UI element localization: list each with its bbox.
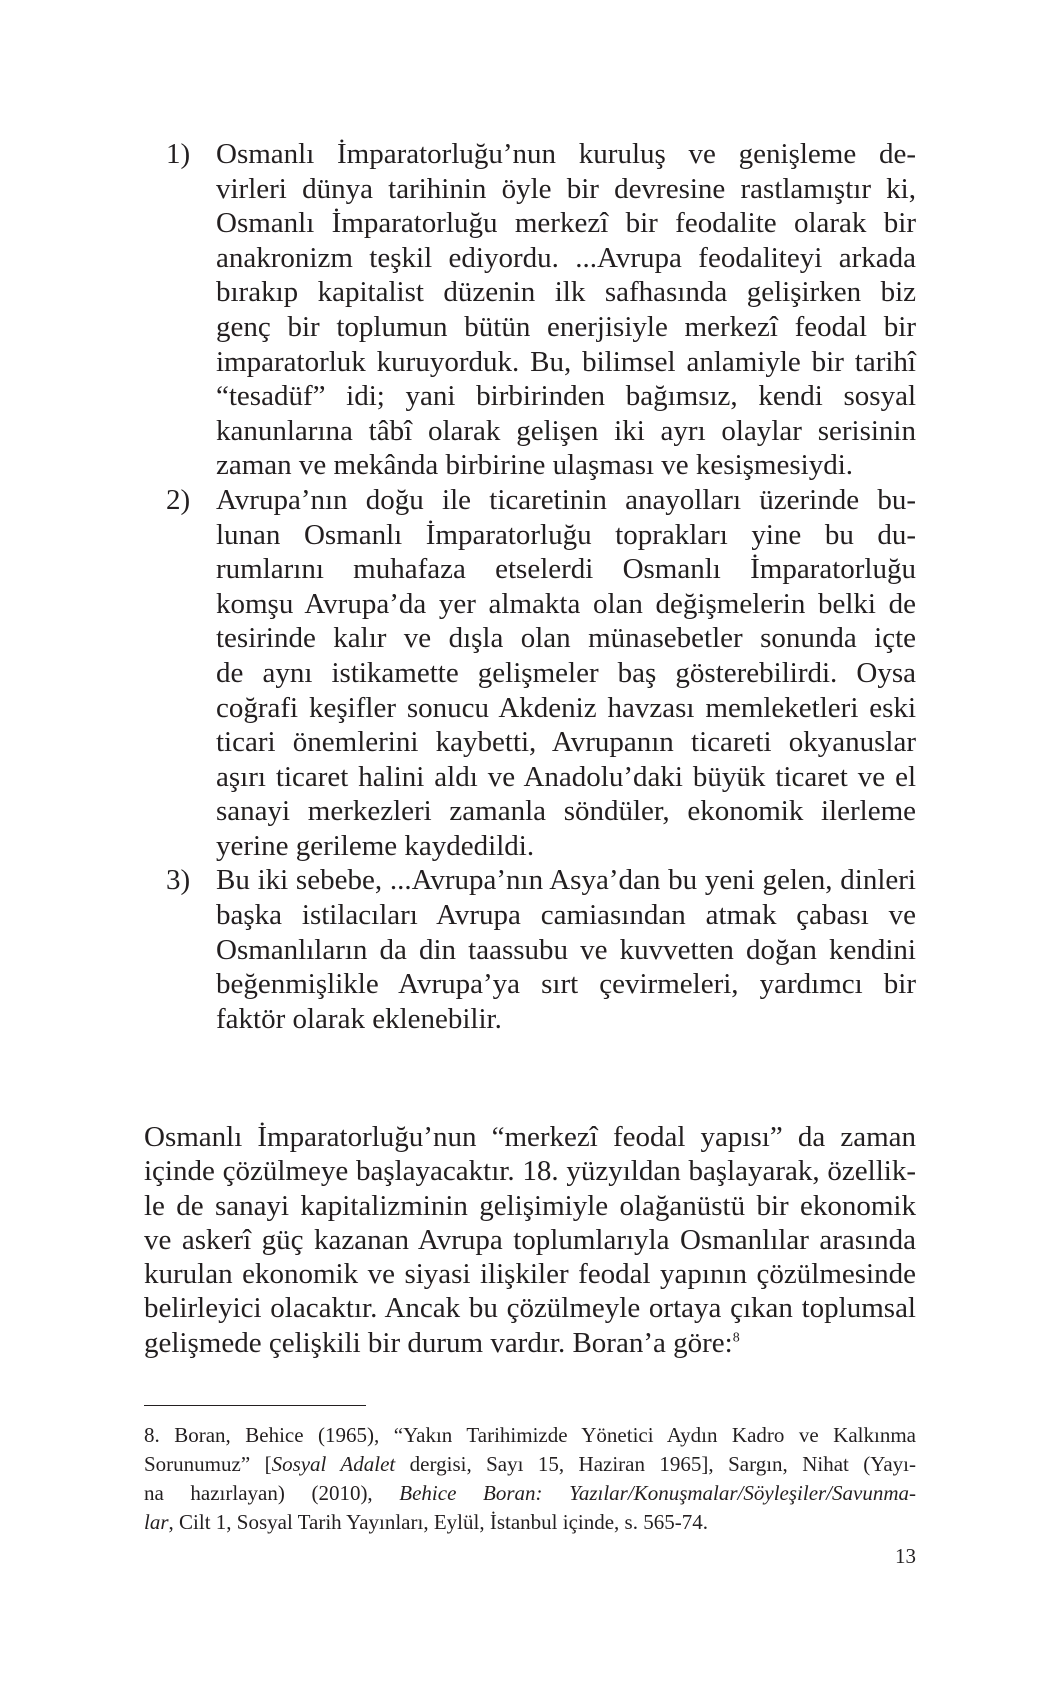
text-line: zaman ve mekânda birbirine ulaşması ve kesişmesiydi.: [216, 449, 854, 482]
footnote-line: [144, 1479, 916, 1508]
text-line: [144, 1326, 916, 1360]
footnote-text: na hazırlayan) (2010),: [144, 1481, 400, 1505]
numbered-list: [166, 137, 916, 1036]
text-line: komşu Avrupa’da yer almakta olan değişmelerin belki de: [216, 587, 916, 620]
last-line-text: gelişmede çelişkili bir durum vardır. Boran’a göre:: [144, 1326, 733, 1359]
text-line: Avrupa’nın doğu ile ticaretinin anayolları üzerinde bu-: [216, 483, 916, 516]
text-line: Bu iki sebebe, ...Avrupa’nın Asya’dan bu yeni gelen, dinleri: [216, 864, 916, 897]
text-line: içinde çözülmeye başlayacaktır. 18. yüzyıldan başlayarak, özellik-: [144, 1155, 916, 1188]
list-number: 2): [166, 483, 191, 516]
text-line: Osmanlı İmparatorluğu’nun “merkezî feodal yapısı” da zaman: [144, 1121, 916, 1153]
page-number: 13: [895, 1544, 916, 1568]
footnote-title-italic: Behice Boran: Yazılar/Konuşmalar/Söyleşiler/Savunma-: [399, 1481, 916, 1505]
text-line: le de sanayi kapitalizminin gelişimiyle olağanüstü bir ekonomik: [144, 1189, 916, 1222]
text-line: kurulan ekonomik ve siyasi ilişkiler feodal yapının çözülmesinde: [144, 1258, 916, 1291]
footnote-line: 8. Boran, Behice (1965), “Yakın Tarihimizde Yönetici Aydın Kadro ve Kalkınma: [144, 1423, 916, 1447]
text-line: imparatorluk kuruyorduk. Bu, bilimsel anlamiyle bir tarihî: [216, 345, 916, 378]
text-line: rumlarını muhafaza etselerdi Osmanlı İmparatorluğu: [216, 553, 916, 586]
text-line: beğenmişlikle Avrupa’ya sırt çevirmeleri, yardımcı bir: [216, 968, 916, 1001]
text-line: anakronizm teşkil ediyordu. ...Avrupa feodaliteyi arkada: [216, 241, 916, 274]
text-line: Osmanlıların da din taassubu ve kuvvetten doğan kendini: [216, 933, 916, 966]
footnote-text: , Cilt 1, Sosyal Tarih Yayınları, Eylül, İstanbul içinde, s. 565-74.: [168, 1510, 708, 1534]
text-line: tesirinde kalır ve dışla olan münasebetler sonunda içte: [216, 622, 916, 655]
text-line: başka istilacıları Avrupa camiasından atmak çabası ve: [216, 899, 916, 932]
text-line: sanayi merkezleri zamanla söndüler, ekonomik ilerleme: [216, 795, 916, 828]
footnote-title-italic: lar: [144, 1510, 169, 1534]
footnote-text: Sorunumuz” [: [144, 1452, 272, 1476]
list-item-3: [166, 863, 916, 1036]
text-line: bırakıp kapitalist düzenin ilk safhasında gelişirken biz: [216, 276, 916, 309]
text-line: genç bir toplumun bütün enerjisiyle merkezî feodal bir: [216, 310, 916, 343]
footnote-divider: [144, 1405, 366, 1406]
text-line: coğrafi keşifler sonucu Akdeniz havzası memleketleri eski: [216, 691, 916, 724]
footnote-text: dergisi, Sayı 15, Haziran 1965], Sargın, Nihat (Yayı-: [395, 1452, 916, 1476]
list-item-2: [166, 483, 916, 864]
text-line: Osmanlı İmparatorluğu merkezî bir feodalite olarak bir: [216, 207, 916, 240]
list-number: 3): [166, 864, 191, 897]
body-paragraph: [144, 1120, 916, 1360]
text-line: kanunlarına tâbî olarak gelişen iki ayrı olaylar serisinin: [216, 414, 916, 447]
text-line: ticari önemlerini kaybetti, Avrupanın ticareti okyanuslar: [216, 726, 916, 759]
text-line: aşırı ticaret halini aldı ve Anadolu’daki büyük ticaret ve el: [216, 760, 916, 793]
footnote-line: [144, 1508, 916, 1537]
text-line: virleri dünya tarihinin öyle bir devresine rastlamıştır ki,: [216, 172, 916, 205]
text-line: “tesadüf” idi; yani birbirinden bağımsız, kendi sosyal: [216, 380, 916, 413]
text-line: belirleyici olacaktır. Ancak bu çözülmeyle ortaya çıkan toplumsal: [144, 1292, 916, 1325]
text-line: lunan Osmanlı İmparatorluğu toprakları yine bu du-: [216, 518, 916, 551]
footnote: [144, 1421, 916, 1537]
text-line: Osmanlı İmparatorluğu’nun kuruluş ve genişleme de-: [216, 138, 916, 170]
text-line: yerine gerileme kaydedildi.: [216, 829, 535, 862]
text-line: faktör olarak eklenebilir.: [216, 1002, 502, 1035]
list-item-1: [166, 137, 916, 483]
text-line: de aynı istikamette gelişmeler baş gösterebilirdi. Oysa: [216, 656, 916, 689]
list-number: 1): [166, 138, 191, 170]
footnote-reference[interactable]: 8: [732, 1330, 740, 1346]
text-line: ve askerî güç kazanan Avrupa toplumlarıyla Osmanlılar arasında: [144, 1223, 916, 1256]
footnote-line: [144, 1450, 916, 1479]
footnote-title-italic: Sosyal Adalet: [271, 1452, 396, 1476]
